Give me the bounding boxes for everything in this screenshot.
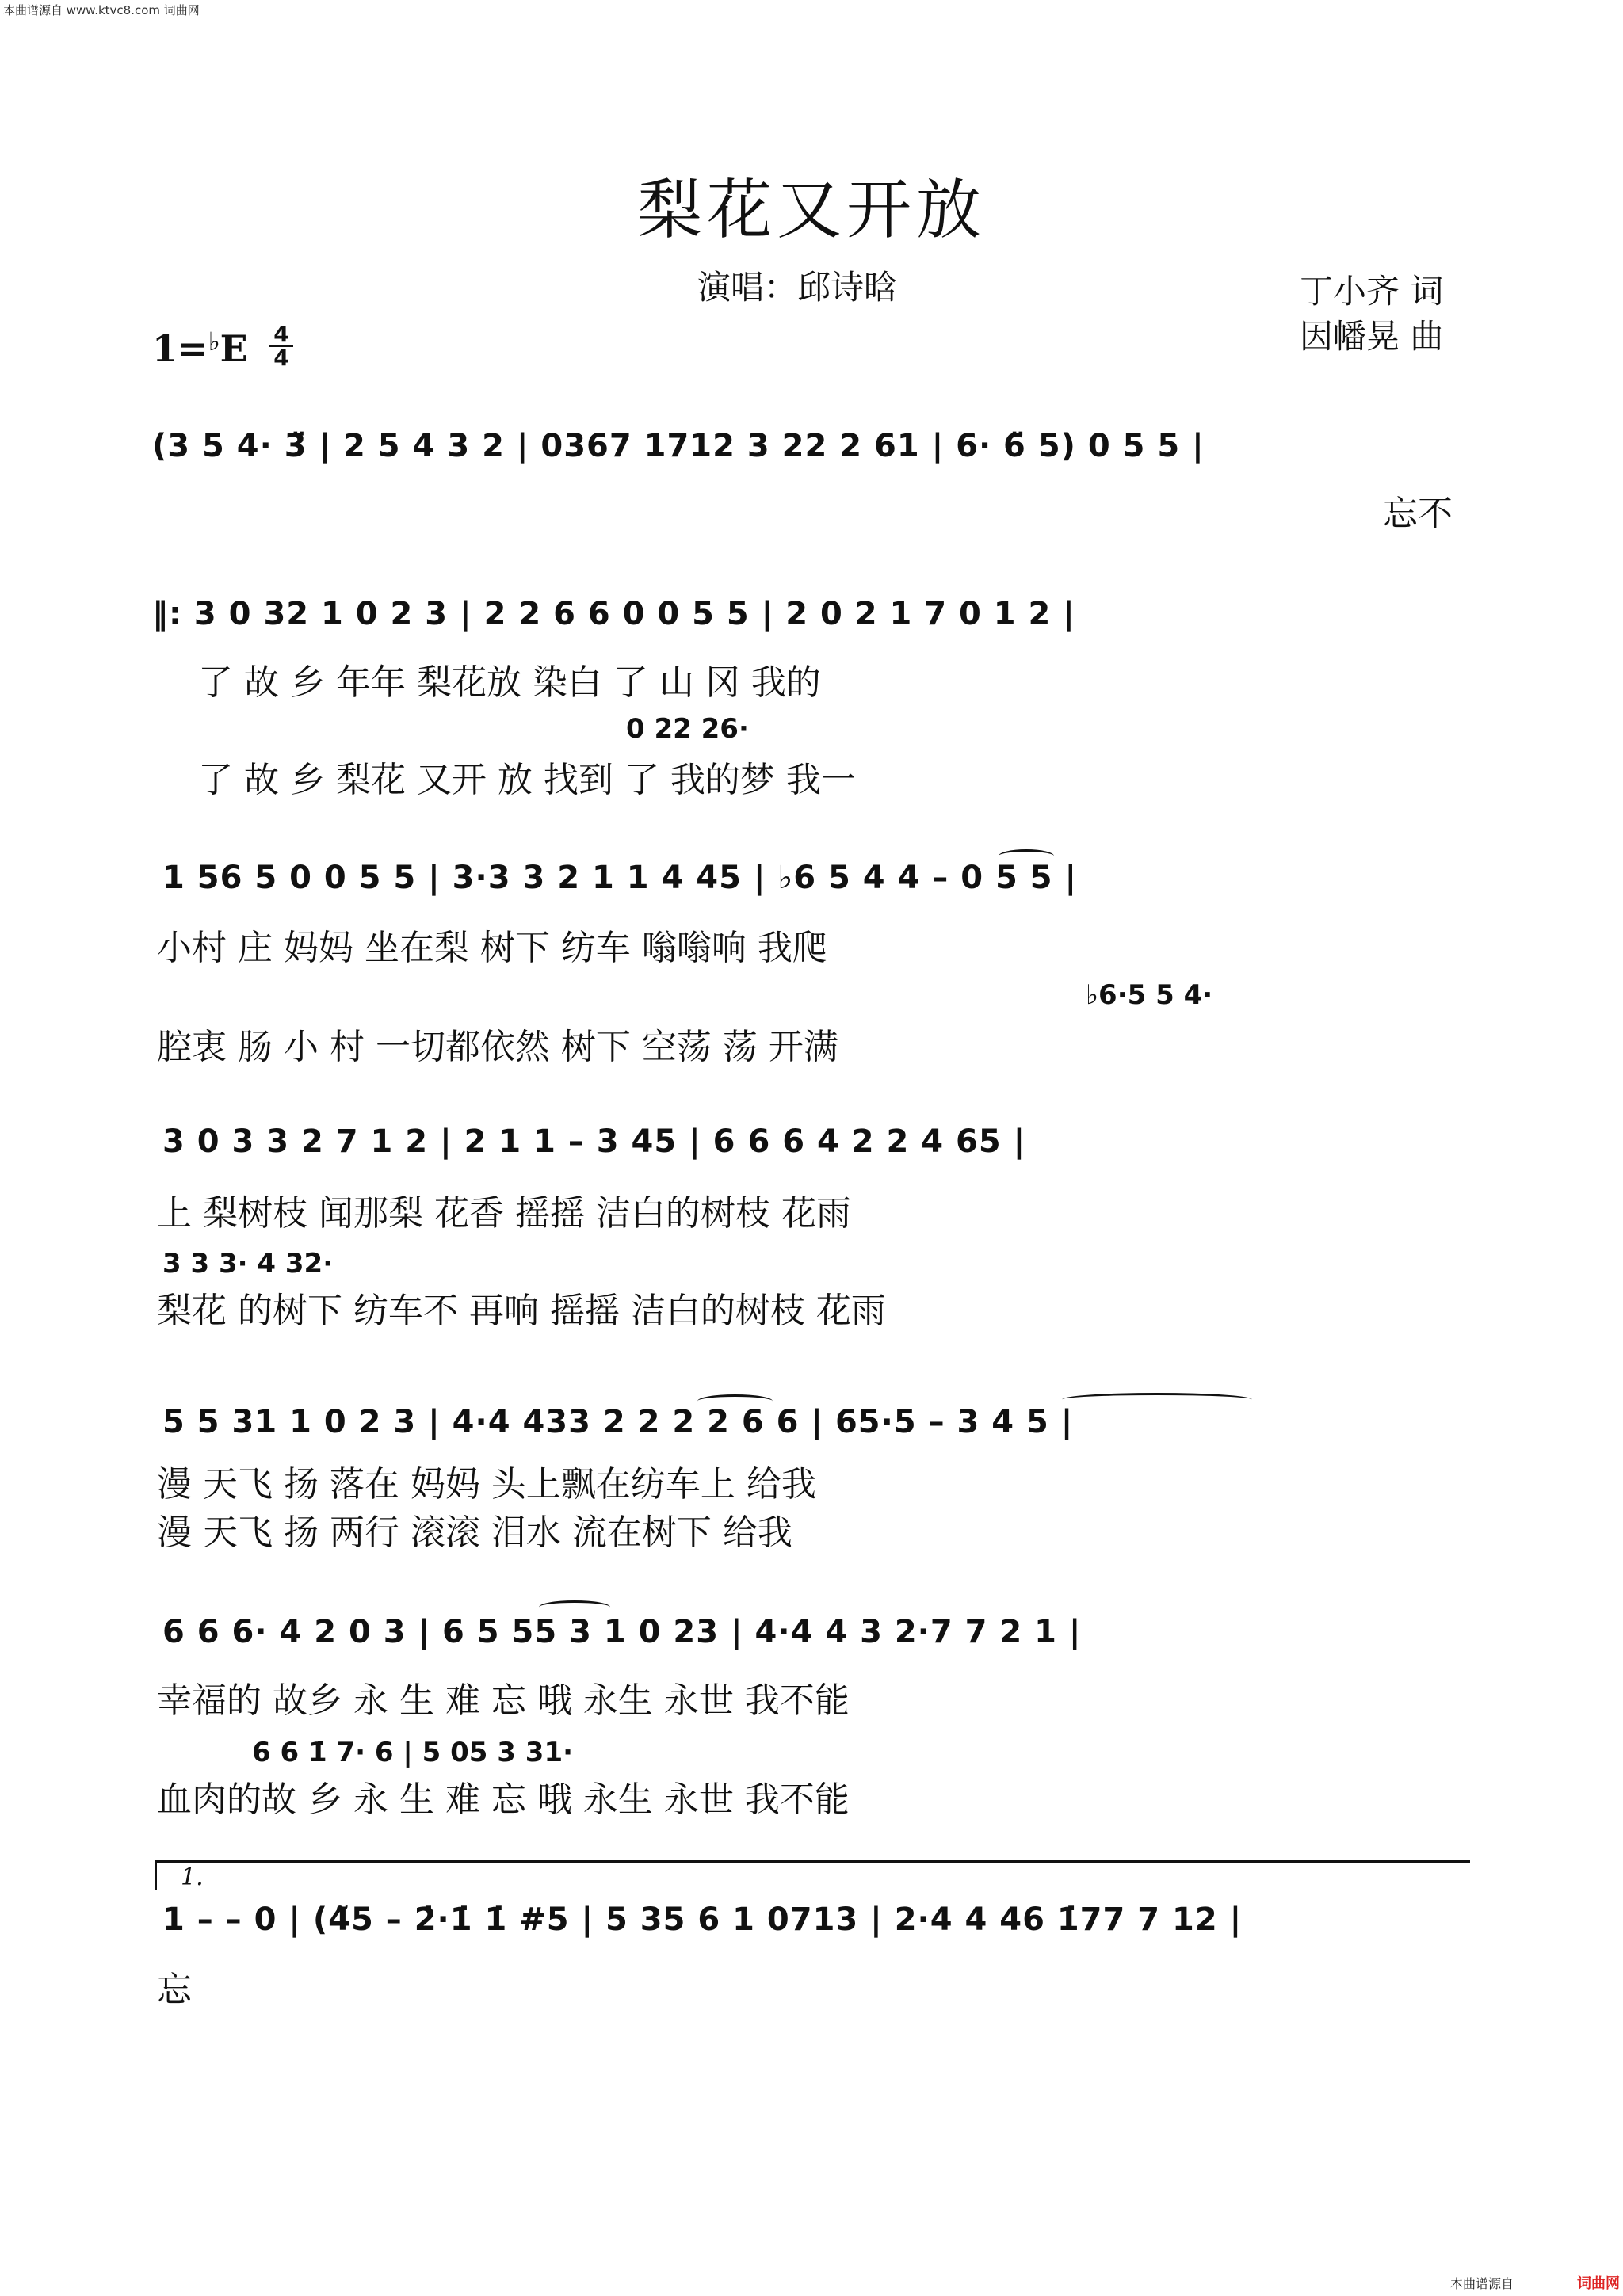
system-3-lyric-1: 小村 庄 妈妈 坐在梨 树下 纺车 嗡嗡响 我爬 (157, 928, 827, 968)
system-1-notes: (3 5 4· 3̈ | 2 5 4 3 2 | 0367 1712 3 22 2 61 | 6· 6̈ 5) 0 5 5 | (152, 428, 1205, 464)
source-header: 本曲谱源自 www.ktvc8.com 词曲网 (3, 3, 200, 17)
slur-mark (999, 849, 1054, 863)
time-signature (269, 323, 293, 369)
system-6-lyric-2: 血肉的故 乡 永 生 难 忘 哦 永生 永世 我不能 (157, 1779, 850, 1820)
slur-mark (1062, 1393, 1252, 1406)
flat-sign: ♭ (208, 326, 220, 357)
system-4-lyric-2: 梨花 的树下 纺车不 再响 摇摇 洁白的树枝 花雨 (157, 1291, 886, 1331)
key-prefix: 1= (152, 327, 208, 370)
singer-credit: 演唱：邱诗晗 (697, 268, 898, 307)
system-7-lyric: 忘 (157, 1970, 192, 2010)
system-4-sub-notes: 3 3 3· 4 32· (162, 1248, 334, 1280)
lyricist-credit: 丁小齐 词 (1300, 272, 1444, 311)
site-logo: 词曲网 (1577, 2275, 1620, 2292)
system-5-notes: 5 5 31 1 0 2 3 | 4·4 433 2 2 2 2 6 6 | 65·5 – 3 4 5 | (162, 1404, 1074, 1440)
source-footer: 本曲谱源自 (1450, 2276, 1514, 2291)
song-title: 梨花又开放 (636, 173, 986, 248)
system-2-sub-notes: 0 22 26· (626, 713, 749, 745)
system-5-lyric-1: 漫 天飞 扬 落在 妈妈 头上飘在纺车上 给我 (157, 1464, 816, 1505)
system-1-lyric: 忘不 (1383, 494, 1453, 534)
system-6-notes: 6 6 6· 4 2 0 3 | 6 5 55 3 1 0 23 | 4·4 4 3 2·7 7 2 1 | (162, 1614, 1082, 1650)
composer-credit: 因幡晃 曲 (1300, 317, 1444, 356)
system-5-lyric-2: 漫 天飞 扬 两行 滚滚 泪水 流在树下 给我 (157, 1512, 792, 1553)
system-4-notes: 3 0 3 3 2 7 1 2 | 2 1 1 – 3 45 | 6 6 6 4 2 2 4 65 | (162, 1123, 1026, 1160)
volta-bracket (155, 1860, 1470, 1863)
slur-mark (697, 1394, 773, 1408)
time-top: 4 (273, 321, 289, 347)
volta-bracket-left (155, 1860, 157, 1890)
key-signature (152, 326, 248, 370)
slur-mark (539, 1600, 610, 1614)
system-2-lyric-2: 了 故 乡 梨花 又开 放 找到 了 我的梦 我一 (198, 760, 856, 800)
system-3-notes: 1 56 5 0 0 5 5 | 3·3 3 2 1 1 4 45 | ♭6 5 4 4 – 0 5 5 | (162, 860, 1078, 896)
system-2-lyric-1: 了 故 乡 年年 梨花放 染白 了 山 冈 我的 (198, 662, 821, 703)
system-2-notes: ‖: 3 0 32 1 0 2 3 | 2 2 6 6 0 0 5 5 | 2 0 2 1 7 0 1 2 | (152, 596, 1075, 632)
time-bottom: 4 (273, 345, 289, 371)
system-7-notes: 1 – – 0 | (4̃5 – 2̇·1̇ 1̇ #5 | 5 35 6 1 0713 | 2·4 4 46 1̇77 7 12 | (162, 1901, 1243, 1938)
system-4-lyric-1: 上 梨树枝 闻那梨 花香 摇摇 洁白的树枝 花雨 (157, 1193, 851, 1234)
volta-label: 1. (181, 1863, 204, 1891)
key-letter: E (220, 327, 248, 370)
system-6-lyric-1: 幸福的 故乡 永 生 难 忘 哦 永生 永世 我不能 (157, 1680, 850, 1721)
system-6-sub-notes: 6 6 1̇ 7· 6 | 5 05 3 31· (252, 1737, 574, 1768)
system-3-lyric-2: 腔衷 肠 小 村 一切都依然 树下 空荡 荡 开满 (157, 1027, 838, 1067)
system-3-sub-notes: ♭6·5 5 4· (1086, 979, 1213, 1011)
